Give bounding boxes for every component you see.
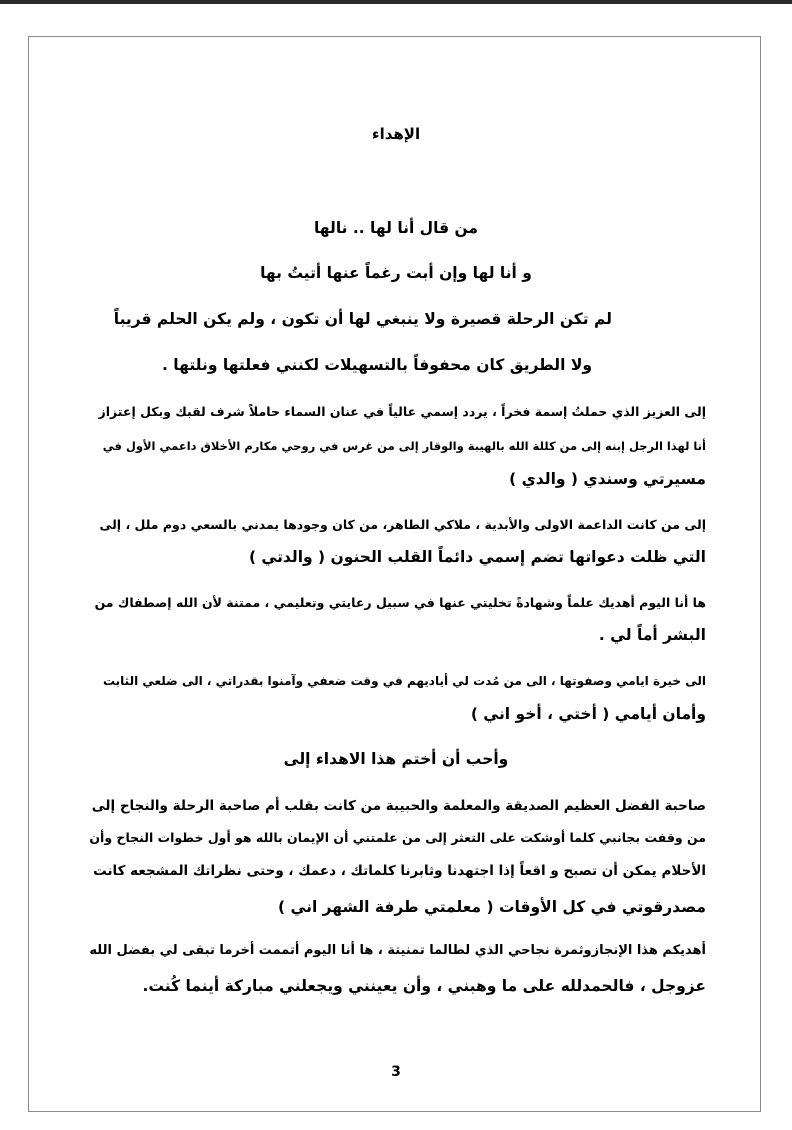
- text-line-8: إلى من كانت الداعمة الاولى والأبدية ، ملاكي الطاهر، من كان وجودها يمدني بالسعي دوم ملل ، إلى: [99, 517, 706, 532]
- text-line-11: البشر أماً لي .: [598, 626, 706, 644]
- dedication-title: الإهداء: [371, 125, 421, 143]
- text-line-13: وأمان أيامي ( أختي ، أخو اني ): [470, 705, 706, 723]
- text-line-19: أهديكم هذا الإنجازوثمرة نجاحي الذي لطالما تمنيتة ، ها أنا اليوم أتممت أخرما تبقى لي بفضل الله: [89, 943, 706, 958]
- text-line-2: و أنا لها وإن أبت رغماً عنها أتيتُ بها: [260, 264, 532, 282]
- text-line-4: ولا الطريق كان محفوفاً بالتسهيلات لكنني فعلتها ونلتها .: [162, 356, 592, 374]
- text-line-7: مسيرتي وسندي ( والدي ): [509, 470, 706, 488]
- text-line-16: من وقفت بجانبي كلما أوشكت على التعثر إلى من علمتني أن الإيمان بالله هو أول خطوات النجاح وأن: [89, 830, 706, 845]
- text-line-20: عزوجل ، فالحمدلله على ما وهبني ، وأن يعينني ويجعلني مباركة أينما كُنت.: [142, 977, 706, 995]
- text-line-3: لم تكن الرحلة قصيرة ولا ينبغي لها أن تكون ، ولم يكن الحلم قريباً: [113, 310, 612, 328]
- text-line-6: أنا لهذا الرجل إبنه إلى من كللة الله بالهيبة والوقار إلى من غرس في روحي مكارم الأخلاق داعمي الأول في: [102, 439, 706, 453]
- text-line-10: ها أنا اليوم أهديك علماً وشهادةً تخليتي عنها في سبيل رعايتي وتعليمي ، ممتنة لأن الله إصطفاك من: [94, 595, 706, 610]
- text-line-9: التي ظلت دعواتها تضم إسمي دائماً القلب الحنون ( والدتي ): [248, 548, 706, 566]
- page-number: 3: [391, 1064, 401, 1080]
- text-line-18: مصدرقوتي في كل الأوقات ( معلمتي طرفة الشهر اني ): [277, 898, 706, 916]
- text-line-1: من قال أنا لها .. نالها: [313, 219, 479, 237]
- text-line-15: صاحبة الفضل العظيم الصديقة والمعلمة والحبيبة من كانت بقلب أم صاحبة الرحلة والنجاح إلى: [91, 798, 706, 814]
- text-line-17: الأحلام يمكن أن تصبح و اقعاً إذا اجتهدنا وثابرنا كلماتك ، دعمك ، وحتى نظراتك المشجعه كانت: [93, 863, 706, 879]
- text-line-14: وأحب أن أختم هذا الاهداء إلى: [283, 750, 509, 768]
- text-line-12: الى خيرة ايامي وصفوتها ، الى من مُدت لي أياديهم في وقت ضعفي وآمنوا بقدراتي ، الى ضلعي الثابت: [102, 674, 706, 688]
- text-line-5: إلى العزيز الذي حملتُ إسمة فخراً ، يردد إسمي عالياً في عنان السماء حاملاً شرف لقبك وبكل إعتزاز: [98, 404, 706, 419]
